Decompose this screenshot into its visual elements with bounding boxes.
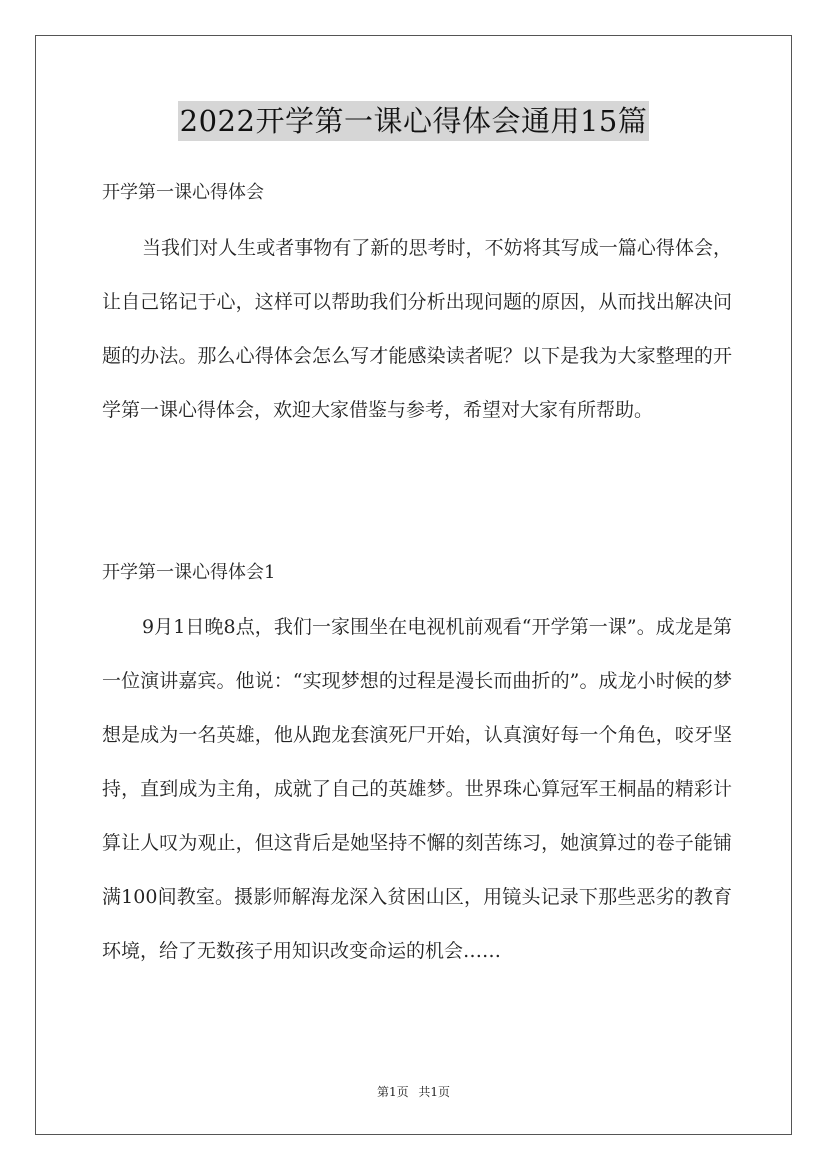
title-container [0,101,827,141]
intro-paragraph: 当我们对人生或者事物有了新的思考时，不妨将其写成一篇心得体会，让自己铭记于心，这样可以帮助我们分析出现问题的原因，从而找出解决问题的办法。那么心得体会怎么写才能感染读者呢？以下是我为大家整理的开学第一课心得体会，欢迎大家借鉴与参考，希望对大家有所帮助。 [102,237,732,421]
article-heading: 开学第一课心得体会1 [102,562,276,583]
article-paragraph: 9月1日晚8点，我们一家围坐在电视机前观看“开学第一课”。成龙是第一位演讲嘉宾。他说：“实现梦想的过程是漫长而曲折的”。成龙小时候的梦想是成为一名英雄，他从跑龙套演死尸开始，认真演好每一个角色，咬牙坚持，直到成为主角，成就了自己的英雄梦。世界珠心算冠军王桐晶的精彩计算让人叹为观止，但这背后是她坚持不懈的刻苦练习，她演算过的卷子能铺满100间教室。摄影师解海龙深入贫困山区，用镜头记录下那些恶劣的教育环境，给了无数孩子用知识改变命运的机会…… [102,616,732,962]
document-title: 2022开学第一课心得体会通用15篇 [178,101,650,141]
page-footer [0,1083,827,1100]
page-number: 第1页 [376,1085,409,1099]
section-heading: 开学第一课心得体会 [102,182,264,203]
page-total: 共1页 [418,1085,451,1099]
